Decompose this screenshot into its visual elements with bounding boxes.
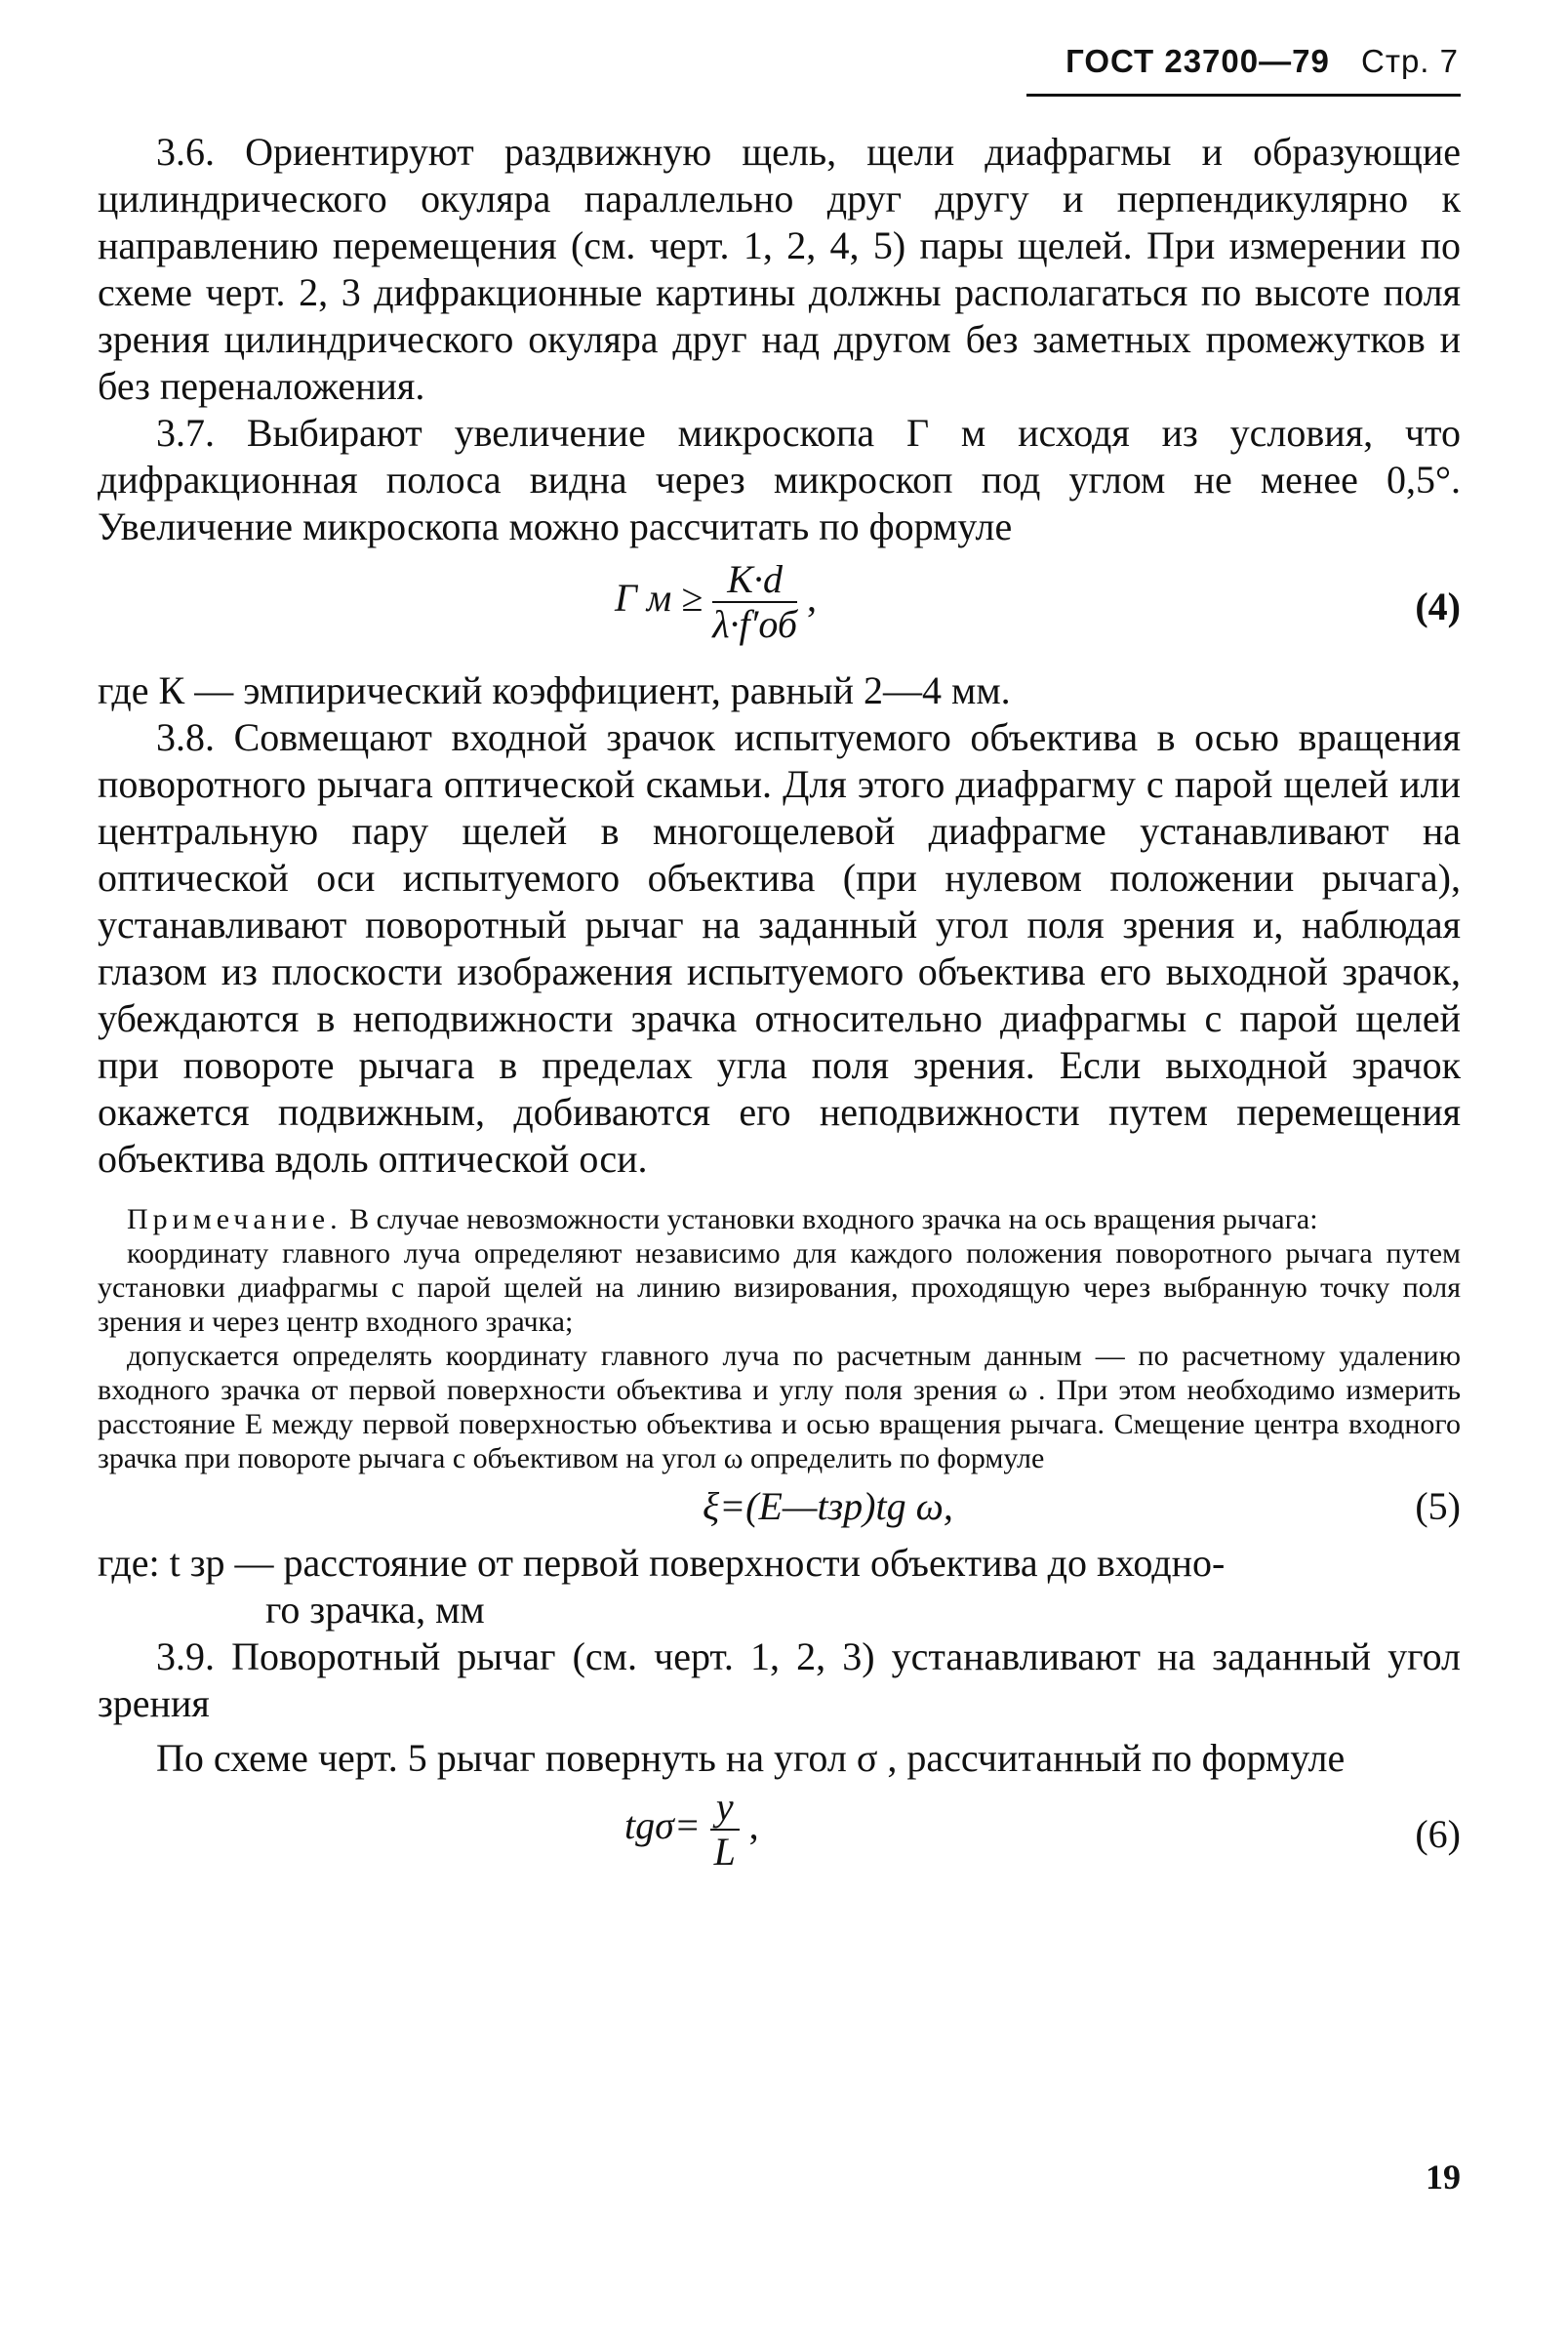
paragraph-3-9: 3.9. Поворотный рычаг (см. черт. 1, 2, 3) устанавливают на заданный угол зрения: [98, 1634, 1461, 1725]
standard-number: ГОСТ 23700—79: [1065, 43, 1330, 79]
formula-6: [98, 1782, 1461, 1889]
page-number: 19: [1426, 2157, 1461, 2197]
formula-6-comma: ,: [748, 1803, 759, 1848]
formula-6-denominator: L: [713, 1830, 736, 1874]
document-body: [98, 129, 1461, 1889]
formula-6-lhs: tgσ=: [624, 1803, 701, 1848]
formula-4: [98, 550, 1461, 667]
formula-5-expression: ξ=(E—tзр)tg ω,: [703, 1484, 953, 1528]
formula-4-comma: ,: [807, 576, 818, 621]
formula-6-number: (6): [1415, 1812, 1461, 1856]
paragraph-3-9-continued: По схеме черт. 5 рычаг повернуть на угол σ , рассчитанный по формуле: [156, 1736, 1346, 1780]
formula-4-fraction: [712, 558, 797, 646]
formula-4-explanation: где К — эмпирический коэффициент, равный 2—4 мм.: [98, 668, 1011, 712]
formula-4-numerator: K·d: [712, 558, 797, 603]
formula-6-fraction: [710, 1786, 740, 1874]
formula-4-denominator: λ·f′об: [712, 602, 798, 646]
note-intro: [98, 1202, 1461, 1236]
formula-6-numerator: y: [710, 1786, 740, 1831]
paragraph-3-8: 3.8. Совмещают входной зрачок испытуемого объектива в осью вращения поворотного рычага оптической скамьи. Для этого диафрагму с парой щелей или центральную пару щелей в многощелевой диафрагме устанавливают на оптической оси испытуемого объектива (при нулевом положении рычага), устанавливают поворотный рычаг на заданный угол поля зрения и, наблюдая глазом из плоскости изображения испытуемого объектива его выходной зрачок, убеждаются в неподвижности зрачка относительно диафрагмы с парой щелей при повороте рычага в пределах угла поля зрения. Если выходной зрачок окажется подвижным, добиваются его неподвижности путем перемещения объектива вдоль оптической оси.: [98, 715, 1461, 1181]
formula-5-explanation-line-1: где: t зр — расстояние от первой поверхности объектива до входно-: [98, 1541, 1226, 1585]
header-rule: [1026, 94, 1461, 97]
paragraph-3-7: 3.7. Выбирают увеличение микроскопа Г м исходя из условия, что дифракционная полоса видна через микроскоп под углом не менее 0,5°. Увеличение микроскопа можно рассчитать по формуле: [98, 411, 1461, 548]
page-label: Стр. 7: [1361, 43, 1459, 79]
note-heading: Примечание.: [127, 1203, 342, 1235]
note-intro-text: В случае невозможности установки входного зрачка на ось вращения рычага:: [349, 1203, 1318, 1235]
note-item-1: координату главного луча определяют независимо для каждого положения поворотного рычага путем установки диафрагмы с парой щелей на линию визирования, проходящую через выбранную точку поля зрения и через центр входного зрачка;: [98, 1237, 1461, 1338]
page-header: [1065, 43, 1459, 80]
formula-4-number: (4): [1415, 584, 1461, 628]
formula-4-lhs: Г м ≥: [615, 576, 704, 621]
formula-5-explanation-line-2: го зрачка, мм: [265, 1588, 485, 1632]
formula-5-number: (5): [1415, 1484, 1461, 1528]
note-item-2: допускается определять координату главного луча по расчетным данным — по расчетному удалению входного зрачка от первой поверхности объектива и углу поля зрения ω . При этом необходимо измерить расстояние E между первой поверхностью объектива и осью вращения рычага. Смещение центра входного зрачка при повороте рычага с объективом на угол ω определить по формуле: [98, 1340, 1461, 1474]
paragraph-3-6: 3.6. Ориентируют раздвижную щель, щели диафрагмы и образующие цилиндрического окуляра параллельно друг другу и перпендикулярно к направлению перемещения (см. черт. 1, 2, 4, 5) пары щелей. При измерении по схеме черт. 2, 3 дифракционные картины должны располагаться по высоте поля зрения цилиндрического окуляра друг над другом без заметных промежутков и без переналожения.: [98, 130, 1461, 408]
formula-5: [98, 1475, 1461, 1540]
